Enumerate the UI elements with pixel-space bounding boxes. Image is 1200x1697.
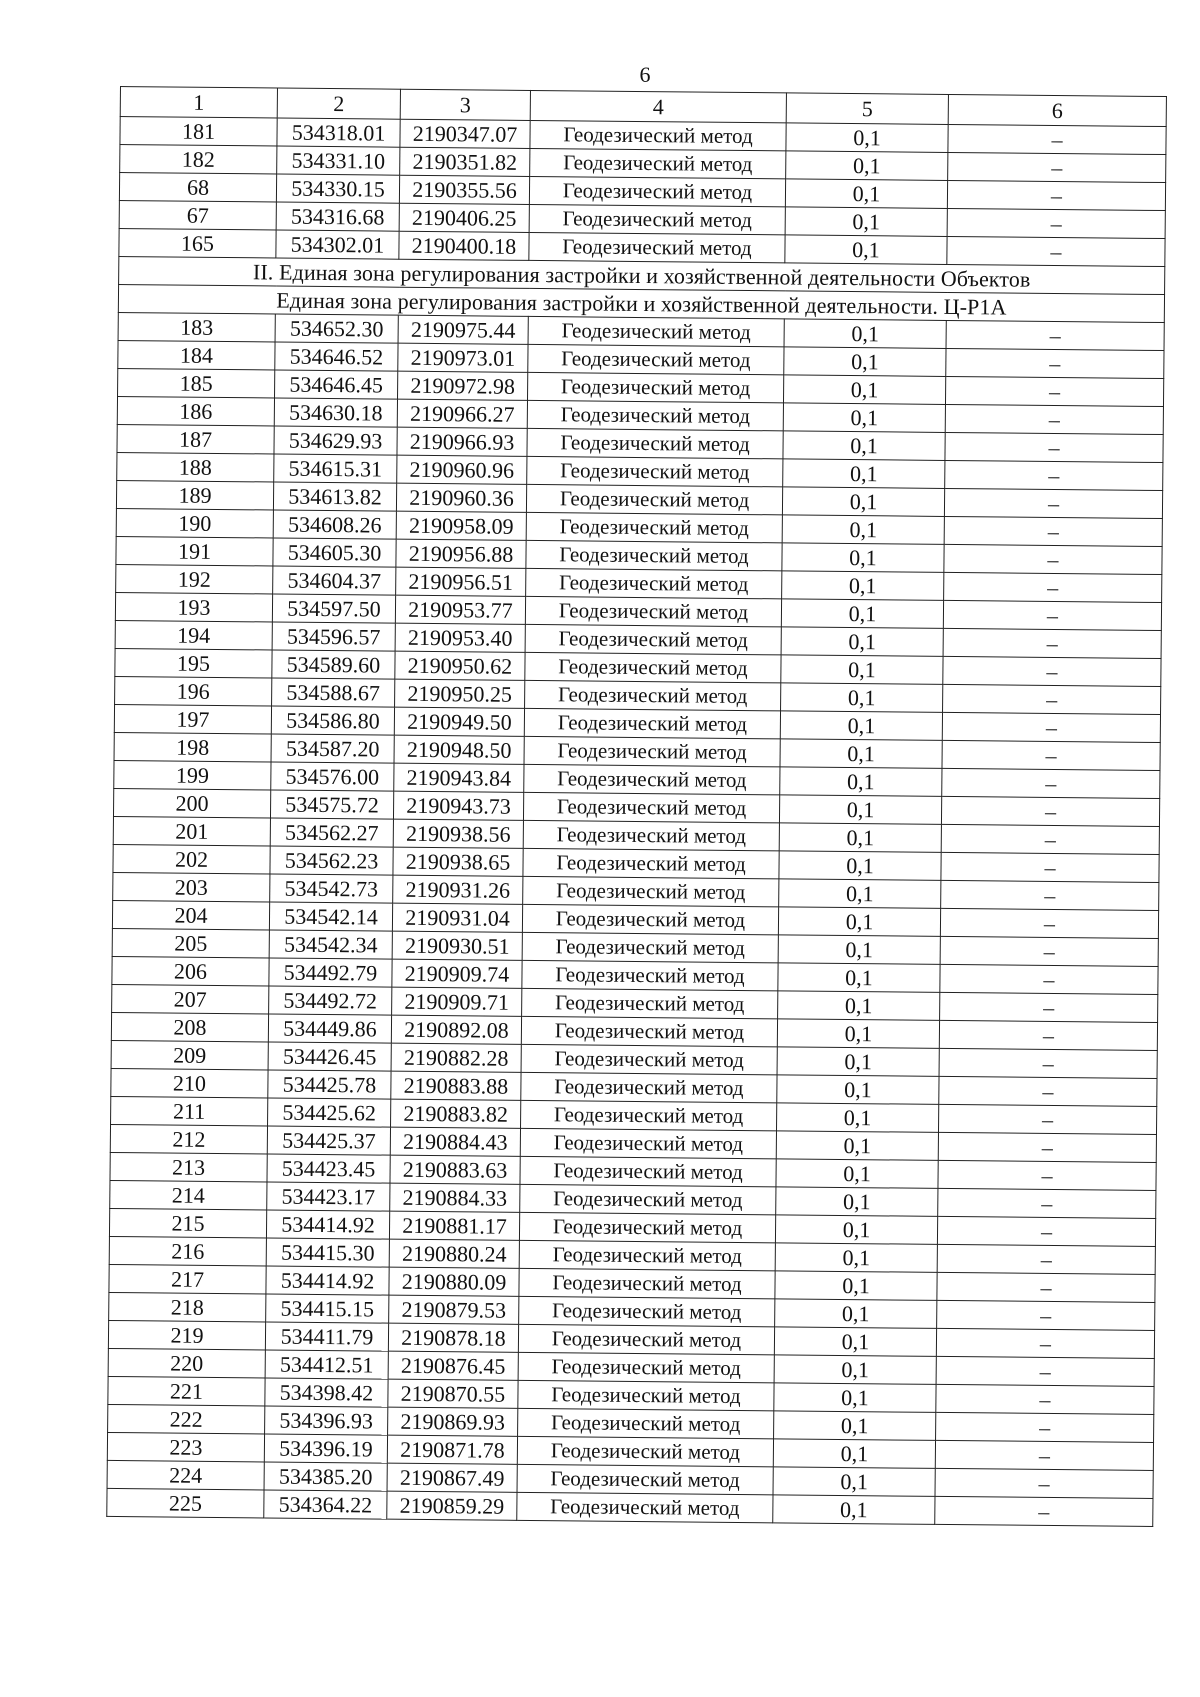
method-cell: Геодезический метод xyxy=(518,1324,774,1354)
x-coordinate-cell: 534423.45 xyxy=(267,1154,390,1183)
method-cell: Геодезический метод xyxy=(527,428,783,458)
method-cell: Геодезический метод xyxy=(525,596,781,626)
method-cell: Геодезический метод xyxy=(517,1464,773,1494)
method-cell: Геодезический метод xyxy=(525,680,781,710)
point-number-cell: 220 xyxy=(108,1348,265,1378)
point-number-cell: 185 xyxy=(118,368,275,398)
note-cell: – xyxy=(944,544,1162,574)
x-coordinate-cell: 534492.79 xyxy=(269,958,392,987)
y-coordinate-cell: 2190975.44 xyxy=(398,315,528,344)
accuracy-cell: 0,1 xyxy=(778,991,940,1021)
y-coordinate-cell: 2190966.27 xyxy=(397,399,527,428)
method-cell: Геодезический метод xyxy=(523,848,779,878)
accuracy-cell: 0,1 xyxy=(786,151,948,181)
method-cell: Геодезический метод xyxy=(525,652,781,682)
note-cell: – xyxy=(945,460,1163,490)
accuracy-cell: 0,1 xyxy=(785,235,947,265)
note-cell: – xyxy=(937,1272,1155,1302)
method-cell: Геодезический метод xyxy=(526,540,782,570)
x-coordinate-cell: 534411.79 xyxy=(265,1322,388,1351)
method-cell: Геодезический метод xyxy=(522,932,778,962)
note-cell: – xyxy=(937,1300,1155,1330)
point-number-cell: 206 xyxy=(112,956,269,986)
x-coordinate-cell: 534652.30 xyxy=(275,314,398,343)
accuracy-cell: 0,1 xyxy=(783,431,945,461)
column-header: 6 xyxy=(948,94,1166,126)
note-cell: – xyxy=(937,1216,1155,1246)
note-cell: – xyxy=(948,124,1166,154)
x-coordinate-cell: 534562.23 xyxy=(270,846,393,875)
accuracy-cell: 0,1 xyxy=(773,1467,935,1497)
point-number-cell: 199 xyxy=(114,760,271,790)
accuracy-cell: 0,1 xyxy=(777,1075,939,1105)
point-number-cell: 192 xyxy=(116,564,273,594)
method-cell: Геодезический метод xyxy=(521,1044,777,1074)
accuracy-cell: 0,1 xyxy=(781,655,943,685)
method-cell: Геодезический метод xyxy=(523,876,779,906)
point-number-cell: 200 xyxy=(113,788,270,818)
note-cell: – xyxy=(938,1104,1156,1134)
point-number-cell: 195 xyxy=(115,648,272,678)
x-coordinate-cell: 534597.50 xyxy=(272,594,395,623)
note-cell: – xyxy=(944,572,1162,602)
method-cell: Геодезический метод xyxy=(522,960,778,990)
accuracy-cell: 0,1 xyxy=(781,683,943,713)
accuracy-cell: 0,1 xyxy=(778,935,940,965)
y-coordinate-cell: 2190871.78 xyxy=(387,1435,517,1464)
x-coordinate-cell: 534415.15 xyxy=(266,1294,389,1323)
x-coordinate-cell: 534615.31 xyxy=(274,454,397,483)
section-heading: Единая зона регулирования застройки и хозяйственной деятельности. Ц-Р1А xyxy=(118,284,1164,322)
point-number-cell: 202 xyxy=(113,844,270,874)
point-number-cell: 181 xyxy=(120,117,277,147)
point-number-cell: 68 xyxy=(119,173,276,203)
method-cell: Геодезический метод xyxy=(526,512,782,542)
point-number-cell: 165 xyxy=(119,228,276,258)
y-coordinate-cell: 2190880.24 xyxy=(389,1239,519,1268)
x-coordinate-cell: 534385.20 xyxy=(264,1462,387,1491)
y-coordinate-cell: 2190351.82 xyxy=(400,147,530,176)
column-header: 5 xyxy=(786,93,948,125)
point-number-cell: 193 xyxy=(115,592,272,622)
accuracy-cell: 0,1 xyxy=(778,963,940,993)
method-cell: Геодезический метод xyxy=(523,820,779,850)
point-number-cell: 188 xyxy=(117,452,274,482)
y-coordinate-cell: 2190973.01 xyxy=(398,343,528,372)
point-number-cell: 216 xyxy=(109,1236,266,1266)
accuracy-cell: 0,1 xyxy=(785,207,947,237)
x-coordinate-cell: 534542.34 xyxy=(269,930,392,959)
note-cell: – xyxy=(936,1328,1154,1358)
point-number-cell: 189 xyxy=(116,480,273,510)
y-coordinate-cell: 2190956.51 xyxy=(396,567,526,596)
y-coordinate-cell: 2190892.08 xyxy=(391,1015,521,1044)
x-coordinate-cell: 534629.93 xyxy=(274,426,397,455)
method-cell: Геодезический метод xyxy=(529,204,785,234)
method-cell: Геодезический метод xyxy=(523,792,779,822)
method-cell: Геодезический метод xyxy=(530,120,786,150)
note-cell: – xyxy=(947,180,1165,210)
y-coordinate-cell: 2190869.93 xyxy=(388,1407,518,1436)
y-coordinate-cell: 2190953.77 xyxy=(395,595,525,624)
point-number-cell: 221 xyxy=(108,1376,265,1406)
y-coordinate-cell: 2190880.09 xyxy=(389,1267,519,1296)
note-cell: – xyxy=(938,1188,1156,1218)
y-coordinate-cell: 2190347.07 xyxy=(400,119,530,148)
accuracy-cell: 0,1 xyxy=(779,851,941,881)
note-cell: – xyxy=(937,1244,1155,1274)
accuracy-cell: 0,1 xyxy=(786,123,948,153)
x-coordinate-cell: 534562.27 xyxy=(270,818,393,847)
point-number-cell: 222 xyxy=(108,1404,265,1434)
note-cell: – xyxy=(948,152,1166,182)
point-number-cell: 209 xyxy=(111,1040,268,1070)
y-coordinate-cell: 2190876.45 xyxy=(388,1351,518,1380)
method-cell: Геодезический метод xyxy=(529,232,785,262)
method-cell: Геодезический метод xyxy=(518,1380,774,1410)
x-coordinate-cell: 534318.01 xyxy=(277,118,400,147)
x-coordinate-cell: 534492.72 xyxy=(269,986,392,1015)
accuracy-cell: 0,1 xyxy=(779,879,941,909)
method-cell: Геодезический метод xyxy=(524,764,780,794)
accuracy-cell: 0,1 xyxy=(780,711,942,741)
column-header: 2 xyxy=(277,88,400,119)
method-cell: Геодезический метод xyxy=(521,1016,777,1046)
point-number-cell: 194 xyxy=(115,620,272,650)
x-coordinate-cell: 534396.19 xyxy=(264,1434,387,1463)
x-coordinate-cell: 534316.68 xyxy=(276,202,399,231)
y-coordinate-cell: 2190883.63 xyxy=(390,1155,520,1184)
note-cell: – xyxy=(942,712,1160,742)
x-coordinate-cell: 534414.92 xyxy=(266,1210,389,1239)
accuracy-cell: 0,1 xyxy=(774,1327,936,1357)
x-coordinate-cell: 534425.78 xyxy=(268,1070,391,1099)
y-coordinate-cell: 2190406.25 xyxy=(399,203,529,232)
y-coordinate-cell: 2190884.43 xyxy=(390,1127,520,1156)
x-coordinate-cell: 534604.37 xyxy=(273,566,396,595)
note-cell: – xyxy=(936,1356,1154,1386)
x-coordinate-cell: 534398.42 xyxy=(265,1378,388,1407)
x-coordinate-cell: 534646.45 xyxy=(275,370,398,399)
note-cell: – xyxy=(938,1132,1156,1162)
accuracy-cell: 0,1 xyxy=(775,1299,937,1329)
accuracy-cell: 0,1 xyxy=(773,1495,935,1525)
x-coordinate-cell: 534542.14 xyxy=(269,902,392,931)
x-coordinate-cell: 534613.82 xyxy=(273,482,396,511)
method-cell: Геодезический метод xyxy=(520,1156,776,1186)
accuracy-cell: 0,1 xyxy=(782,543,944,573)
y-coordinate-cell: 2190400.18 xyxy=(399,231,529,260)
accuracy-cell: 0,1 xyxy=(773,1439,935,1469)
x-coordinate-cell: 534425.62 xyxy=(268,1098,391,1127)
note-cell: – xyxy=(935,1468,1153,1498)
point-number-cell: 217 xyxy=(109,1264,266,1294)
page-number: 6 xyxy=(639,62,651,87)
note-cell: – xyxy=(943,684,1161,714)
section-heading: II. Единая зона регулирования застройки и хозяйственной деятельности Объектов xyxy=(119,256,1165,294)
x-coordinate-cell: 534449.86 xyxy=(268,1014,391,1043)
y-coordinate-cell: 2190355.56 xyxy=(399,175,529,204)
point-number-cell: 196 xyxy=(115,676,272,706)
method-cell: Геодезический метод xyxy=(528,344,784,374)
method-cell: Геодезический метод xyxy=(520,1128,776,1158)
method-cell: Геодезический метод xyxy=(521,1100,777,1130)
x-coordinate-cell: 534605.30 xyxy=(273,538,396,567)
y-coordinate-cell: 2190878.18 xyxy=(388,1323,518,1352)
accuracy-cell: 0,1 xyxy=(781,627,943,657)
accuracy-cell: 0,1 xyxy=(779,823,941,853)
coordinates-table xyxy=(106,86,1167,1527)
note-cell: – xyxy=(935,1496,1153,1526)
y-coordinate-cell: 2190909.71 xyxy=(392,987,522,1016)
note-cell: – xyxy=(945,404,1163,434)
accuracy-cell: 0,1 xyxy=(777,1019,939,1049)
point-number-cell: 67 xyxy=(119,200,276,230)
y-coordinate-cell: 2190931.04 xyxy=(392,903,522,932)
note-cell: – xyxy=(943,628,1161,658)
note-cell: – xyxy=(938,1160,1156,1190)
point-number-cell: 223 xyxy=(107,1432,264,1462)
y-coordinate-cell: 2190960.96 xyxy=(397,455,527,484)
x-coordinate-cell: 534586.80 xyxy=(271,706,394,735)
method-cell: Геодезический метод xyxy=(521,1072,777,1102)
note-cell: – xyxy=(947,236,1165,266)
y-coordinate-cell: 2190949.50 xyxy=(394,707,524,736)
method-cell: Геодезический метод xyxy=(522,904,778,934)
method-cell: Геодезический метод xyxy=(517,1436,773,1466)
note-cell: – xyxy=(942,768,1160,798)
note-cell: – xyxy=(939,1020,1157,1050)
x-coordinate-cell: 534576.00 xyxy=(271,762,394,791)
note-cell: – xyxy=(941,824,1159,854)
method-cell: Геодезический метод xyxy=(527,456,783,486)
note-cell: – xyxy=(939,1048,1157,1078)
accuracy-cell: 0,1 xyxy=(784,347,946,377)
accuracy-cell: 0,1 xyxy=(776,1187,938,1217)
x-coordinate-cell: 534423.17 xyxy=(267,1182,390,1211)
x-coordinate-cell: 534587.20 xyxy=(271,734,394,763)
note-cell: – xyxy=(945,376,1163,406)
point-number-cell: 197 xyxy=(114,704,271,734)
method-cell: Геодезический метод xyxy=(524,708,780,738)
accuracy-cell: 0,1 xyxy=(785,179,947,209)
y-coordinate-cell: 2190953.40 xyxy=(395,623,525,652)
x-coordinate-cell: 534302.01 xyxy=(276,230,399,259)
note-cell: – xyxy=(944,516,1162,546)
y-coordinate-cell: 2190972.98 xyxy=(398,371,528,400)
method-cell: Геодезический метод xyxy=(524,736,780,766)
table-body xyxy=(107,87,1167,1527)
accuracy-cell: 0,1 xyxy=(783,375,945,405)
x-coordinate-cell: 534630.18 xyxy=(274,398,397,427)
x-coordinate-cell: 534542.73 xyxy=(270,874,393,903)
x-coordinate-cell: 534596.57 xyxy=(272,622,395,651)
accuracy-cell: 0,1 xyxy=(776,1131,938,1161)
method-cell: Геодезический метод xyxy=(526,484,782,514)
note-cell: – xyxy=(943,600,1161,630)
note-cell: – xyxy=(947,208,1165,238)
y-coordinate-cell: 2190881.17 xyxy=(389,1211,519,1240)
point-number-cell: 215 xyxy=(109,1208,266,1238)
column-header: 4 xyxy=(530,90,786,122)
point-number-cell: 183 xyxy=(118,312,275,342)
x-coordinate-cell: 534646.52 xyxy=(275,342,398,371)
method-cell: Геодезический метод xyxy=(518,1408,774,1438)
x-coordinate-cell: 534412.51 xyxy=(265,1350,388,1379)
point-number-cell: 184 xyxy=(118,340,275,370)
x-coordinate-cell: 534414.92 xyxy=(266,1266,389,1295)
x-coordinate-cell: 534608.26 xyxy=(273,510,396,539)
accuracy-cell: 0,1 xyxy=(779,795,941,825)
accuracy-cell: 0,1 xyxy=(774,1411,936,1441)
point-number-cell: 203 xyxy=(113,872,270,902)
accuracy-cell: 0,1 xyxy=(776,1159,938,1189)
accuracy-cell: 0,1 xyxy=(784,319,946,349)
point-number-cell: 187 xyxy=(117,424,274,454)
y-coordinate-cell: 2190948.50 xyxy=(394,735,524,764)
accuracy-cell: 0,1 xyxy=(778,907,940,937)
point-number-cell: 224 xyxy=(107,1460,264,1490)
note-cell: – xyxy=(943,656,1161,686)
accuracy-cell: 0,1 xyxy=(780,739,942,769)
note-cell: – xyxy=(946,348,1164,378)
method-cell: Геодезический метод xyxy=(519,1212,775,1242)
method-cell: Геодезический метод xyxy=(529,176,785,206)
y-coordinate-cell: 2190879.53 xyxy=(389,1295,519,1324)
point-number-cell: 208 xyxy=(111,1012,268,1042)
accuracy-cell: 0,1 xyxy=(782,571,944,601)
method-cell: Геодезический метод xyxy=(517,1492,773,1522)
y-coordinate-cell: 2190909.74 xyxy=(392,959,522,988)
note-cell: – xyxy=(940,908,1158,938)
method-cell: Геодезический метод xyxy=(519,1240,775,1270)
accuracy-cell: 0,1 xyxy=(783,459,945,489)
y-coordinate-cell: 2190883.88 xyxy=(391,1071,521,1100)
y-coordinate-cell: 2190883.82 xyxy=(391,1099,521,1128)
x-coordinate-cell: 534396.93 xyxy=(265,1406,388,1435)
accuracy-cell: 0,1 xyxy=(775,1243,937,1273)
y-coordinate-cell: 2190930.51 xyxy=(392,931,522,960)
column-header: 3 xyxy=(400,89,530,120)
point-number-cell: 190 xyxy=(116,508,273,538)
method-cell: Геодезический метод xyxy=(525,624,781,654)
note-cell: – xyxy=(936,1412,1154,1442)
x-coordinate-cell: 534575.72 xyxy=(270,790,393,819)
accuracy-cell: 0,1 xyxy=(775,1215,937,1245)
note-cell: – xyxy=(941,796,1159,826)
y-coordinate-cell: 2190960.36 xyxy=(396,483,526,512)
note-cell: – xyxy=(935,1440,1153,1470)
note-cell: – xyxy=(942,740,1160,770)
method-cell: Геодезический метод xyxy=(520,1184,776,1214)
accuracy-cell: 0,1 xyxy=(782,515,944,545)
accuracy-cell: 0,1 xyxy=(774,1355,936,1385)
accuracy-cell: 0,1 xyxy=(781,599,943,629)
method-cell: Геодезический метод xyxy=(519,1296,775,1326)
accuracy-cell: 0,1 xyxy=(774,1383,936,1413)
note-cell: – xyxy=(944,488,1162,518)
y-coordinate-cell: 2190950.62 xyxy=(395,651,525,680)
accuracy-cell: 0,1 xyxy=(780,767,942,797)
point-number-cell: 198 xyxy=(114,732,271,762)
point-number-cell: 201 xyxy=(113,816,270,846)
y-coordinate-cell: 2190958.09 xyxy=(396,511,526,540)
y-coordinate-cell: 2190943.84 xyxy=(394,763,524,792)
point-number-cell: 210 xyxy=(111,1068,268,1098)
note-cell: – xyxy=(940,992,1158,1022)
method-cell: Геодезический метод xyxy=(522,988,778,1018)
point-number-cell: 204 xyxy=(112,900,269,930)
method-cell: Геодезический метод xyxy=(518,1352,774,1382)
accuracy-cell: 0,1 xyxy=(782,487,944,517)
y-coordinate-cell: 2190859.29 xyxy=(387,1491,517,1520)
point-number-cell: 218 xyxy=(109,1292,266,1322)
y-coordinate-cell: 2190867.49 xyxy=(387,1463,517,1492)
note-cell: – xyxy=(939,1076,1157,1106)
method-cell: Геодезический метод xyxy=(528,316,784,346)
point-number-cell: 225 xyxy=(107,1488,264,1518)
point-number-cell: 207 xyxy=(112,984,269,1014)
x-coordinate-cell: 534589.60 xyxy=(272,650,395,679)
method-cell: Геодезический метод xyxy=(530,148,786,178)
point-number-cell: 182 xyxy=(120,145,277,175)
note-cell: – xyxy=(940,964,1158,994)
x-coordinate-cell: 534331.10 xyxy=(277,146,400,175)
y-coordinate-cell: 2190956.88 xyxy=(396,539,526,568)
y-coordinate-cell: 2190870.55 xyxy=(388,1379,518,1408)
note-cell: – xyxy=(936,1384,1154,1414)
point-number-cell: 214 xyxy=(110,1180,267,1210)
x-coordinate-cell: 534588.67 xyxy=(272,678,395,707)
y-coordinate-cell: 2190943.73 xyxy=(393,791,523,820)
note-cell: – xyxy=(946,320,1164,350)
method-cell: Геодезический метод xyxy=(519,1268,775,1298)
y-coordinate-cell: 2190882.28 xyxy=(391,1043,521,1072)
point-number-cell: 213 xyxy=(110,1152,267,1182)
note-cell: – xyxy=(941,880,1159,910)
note-cell: – xyxy=(940,936,1158,966)
method-cell: Геодезический метод xyxy=(526,568,782,598)
x-coordinate-cell: 534415.30 xyxy=(266,1238,389,1267)
accuracy-cell: 0,1 xyxy=(777,1047,939,1077)
point-number-cell: 219 xyxy=(108,1320,265,1350)
y-coordinate-cell: 2190884.33 xyxy=(390,1183,520,1212)
point-number-cell: 205 xyxy=(112,928,269,958)
point-number-cell: 191 xyxy=(116,536,273,566)
method-cell: Геодезический метод xyxy=(527,400,783,430)
x-coordinate-cell: 534364.22 xyxy=(264,1490,387,1519)
accuracy-cell: 0,1 xyxy=(775,1271,937,1301)
y-coordinate-cell: 2190938.56 xyxy=(393,819,523,848)
note-cell: – xyxy=(945,432,1163,462)
y-coordinate-cell: 2190966.93 xyxy=(397,427,527,456)
y-coordinate-cell: 2190950.25 xyxy=(395,679,525,708)
x-coordinate-cell: 534426.45 xyxy=(268,1042,391,1071)
note-cell: – xyxy=(941,852,1159,882)
accuracy-cell: 0,1 xyxy=(777,1103,939,1133)
accuracy-cell: 0,1 xyxy=(783,403,945,433)
point-number-cell: 211 xyxy=(111,1096,268,1126)
x-coordinate-cell: 534330.15 xyxy=(276,174,399,203)
y-coordinate-cell: 2190931.26 xyxy=(393,875,523,904)
point-number-cell: 212 xyxy=(110,1124,267,1154)
column-header: 1 xyxy=(120,87,277,119)
method-cell: Геодезический метод xyxy=(528,372,784,402)
y-coordinate-cell: 2190938.65 xyxy=(393,847,523,876)
point-number-cell: 186 xyxy=(117,396,274,426)
x-coordinate-cell: 534425.37 xyxy=(267,1126,390,1155)
